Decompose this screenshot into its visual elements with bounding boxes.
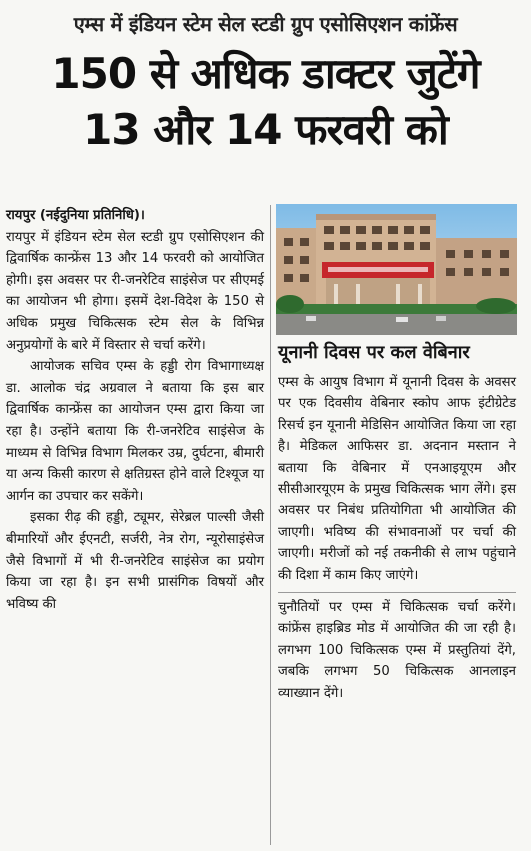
- side-story-heading: यूनानी दिवस पर कल वेबिनार: [278, 342, 470, 363]
- story-divider: [278, 592, 516, 593]
- main-story-column: [6, 205, 264, 615]
- headline-line-1: 150 से अधिक डाक्टर जुटेंगे: [51, 49, 480, 98]
- dateline: रायपुर (नईदुनिया प्रतिनिधि)।: [6, 208, 145, 223]
- main-story-paragraph: रायपुर में इंडियन स्टेम सेल स्टडी ग्रुप एसोसिएशन की द्विवार्षिक कान्फ्रेंस 13 और 14 फरवरी को आयोजित होगी। इस अवसर पर री-जनरेटिव साइंसेज पर सीएमई का आयोजन भी होगा। इसमें देश-विदेश के 150 से अधिक प्रमुख चिकित्सक स्टेम सेल के विभिन्न अनुप्रयोगों के बारे में विस्तार से चर्चा करेंगे।: [6, 229, 264, 353]
- main-story-paragraph: आयोजक सचिव एम्स के हड्डी रोग विभागाध्यक्ष डा. आलोक चंद्र अग्रवाल ने बताया कि इस बार द्विवार्षिक कान्फ्रेंस का आयोजन एम्स द्वारा किया जा रहा है। उन्होंने बताया कि री-जनरेटिव साइंसेज के माध्यम से विभिन्न विभाग मिलकर उम्र, दुर्घटना, बीमारी या अन्य किसी कारण से क्षतिग्रस्त होने वाले टिश्यूज या आर्गन का उपचार कर सकेंगे।: [6, 359, 264, 504]
- hospital-photo: [276, 204, 517, 335]
- headline: [0, 46, 531, 158]
- headline-line-2: 13 और 14 फरवरी को: [83, 105, 448, 154]
- right-column: [278, 340, 516, 704]
- column-divider: [270, 205, 271, 845]
- main-story-paragraph: इसका रीढ़ की हड्डी, ट्यूमर, सेरेब्रल पाल्सी जैसी बीमारियों और ईएनटी, सर्जरी, नेत्र रोग, न्यूरोसाइंसेज जैसे विभागों में भी री-जनरेटिव साइंसेज का प्रयोग किया जा रहा है। इन सभी प्रासंगिक विषयों और भविष्य की: [6, 510, 264, 612]
- side-story-body: एम्स के आयुष विभाग में यूनानी दिवस के अवसर पर एक दिवसीय वेबिनार स्कोप आफ इंटीग्रेटेड रिसर्च इन यूनानी मेडिसिन आयोजित किया जा रहा है। मेडिकल आफिसर डा. अदनान मस्तान ने बताया कि वेबिनार में एनआइयूएम और सीसीआरयूएम के प्रमुख चिकित्सक भाग लेंगे। इस अवसर पर निबंध प्रतियोगिता भी आयोजित की जाएगी। भविष्य की संभावनाओं पर चर्चा की जाएगी। मरीजों को नई तकनीकी से लाभ पहुंचाने की दिशा में काम किए जाएंगे।: [278, 375, 516, 583]
- hospital-building-image: [276, 204, 517, 335]
- main-story-continuation: चुनौतियों पर एम्स में चिकित्सक चर्चा करेंगे। कांफ्रेंस हाइब्रिड मोड में आयोजित की जा रही है। लगभग 100 चिकित्सक एम्स में प्रस्तुतियां देंगे, जबकि लगभग 50 चिकित्सक आनलाइन व्याख्यान देंगे।: [278, 600, 516, 701]
- kicker: एम्स में इंडियन स्टेम सेल स्टडी ग्रुप एसोसिएशन कांफ्रेंस: [73, 12, 458, 36]
